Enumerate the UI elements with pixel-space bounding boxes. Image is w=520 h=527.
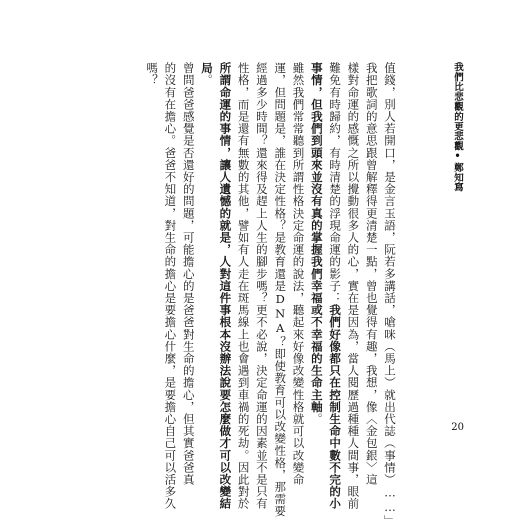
text-column: [291, 62, 306, 486]
text-run: 的沒有在擔心。爸爸不知道，對生命的擔心是要擔心什麼，是要擔心自己可以活多久: [163, 62, 178, 510]
bold-text-run: 局: [200, 62, 214, 75]
text-run: 我把歌詞的意思跟曾解釋得更清楚一點，曾也覺得有趣，我想，像〈金包銀〉這: [364, 62, 379, 486]
text-run: 。: [200, 74, 214, 87]
text-run: 經過多少時間？還來得及趕上人生的腳步嗎？更不必說，決定命運的因素並不是只有: [254, 62, 269, 510]
bold-text-run: 事情，但我們到頭來並沒有真的掌握我們幸福或不幸福的生命主軸: [309, 62, 324, 413]
text-column: [309, 62, 324, 426]
text-column: [273, 62, 288, 518]
text-run: 值錢，別人若開口，是金言玉語，阮若多講話，嗆咪（馬上）就出代誌（事情）……」: [383, 62, 397, 527]
author-signature: 鄭知寫: [452, 162, 463, 193]
text-run: 雖然我們常常聽到所謂性格決定命運的說法，聽起來好像改變性格就可以改變命: [291, 62, 306, 486]
page-number: 20: [451, 422, 464, 433]
text-column: [328, 62, 343, 510]
text-run: 。: [309, 412, 324, 426]
bold-text-run: 所謂命運的事情，讓人遺憾的就是，人對這件事根本沒辦法說要怎麼做才可以改變結: [218, 62, 233, 510]
text-run: 曾問爸爸感覺是否還好的問題，可能擔心的是爸爸對生命的擔心，但其實爸爸真: [181, 62, 196, 486]
text-column: [236, 62, 251, 510]
book-title: 我們比悲觀的更悲觀: [452, 62, 463, 152]
text-column: [346, 62, 361, 510]
text-column: [181, 62, 196, 486]
text-column: [254, 62, 269, 510]
text-run: 性格，而是還有無數的其他，譬如有人走在斑馬線上也會遇到車禍的死劫。因此對於: [236, 62, 251, 510]
running-header: [450, 62, 464, 192]
text-column: [383, 62, 397, 527]
text-run: 嗎？: [145, 62, 160, 87]
text-column: [146, 62, 158, 422]
text-column: [364, 62, 379, 486]
text-column: [201, 62, 213, 422]
text-run: 樣對命運的感慨之所以攪動很多人的心，實在是因為，當人閱歷過種種人間事，眼前: [346, 62, 361, 510]
text-column: [163, 62, 178, 510]
header-separator: •: [452, 151, 463, 163]
text-run: 難免有時歸約，有時清楚的浮現命運的影子：: [328, 62, 343, 304]
bold-text-run: 我們好像都只在控制生命中數不完的小: [328, 304, 343, 510]
text-run: 運，但問題是，誰在決定性格？是教育還是DNA？即使教育可以改變性格，那需要: [273, 62, 288, 518]
text-column: [218, 62, 233, 510]
